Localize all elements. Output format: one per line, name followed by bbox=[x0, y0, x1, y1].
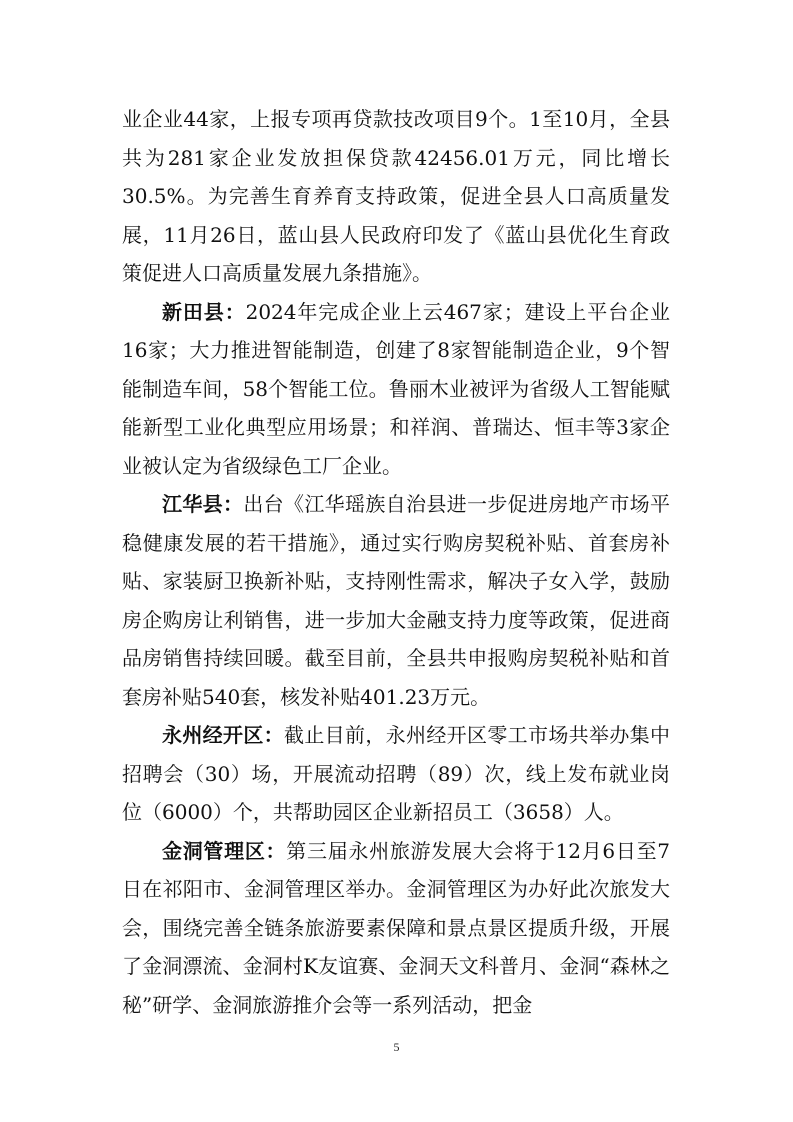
paragraph-text: 截止目前，永州经开区零工市场共举办集中招聘会（30）场，开展流动招聘（89）次，线上发布就业岗位（6000）个，共帮助园区企业新招员工（3658）人。 bbox=[122, 723, 670, 824]
paragraph-jindong bbox=[122, 832, 670, 1025]
paragraph-text: 出台《江华瑶族自治县进一步促进房地产市场平稳健康发展的若干措施》，通过实行购房契税补贴、首套房补贴、家装厨卫换新补贴，支持刚性需求，解决子女入学，鼓励房企购房让利销售，进一步加大金融支持力度等政策，促进商品房销售持续回暖。截至目前，全县共申报购房契税补贴和首套房补贴540套，核发补贴401.23万元。 bbox=[122, 492, 671, 709]
paragraph-lead: 永州经开区： bbox=[162, 723, 284, 747]
paragraph-lead: 金洞管理区： bbox=[162, 838, 287, 863]
paragraph-text: 第三届永州旅游发展大会将于12月6日至7日在祁阳市、金洞管理区举办。金洞管理区为办好此次旅发大会，围绕完善全链条旅游要素保障和景点景区提质升级，开展了金洞漂流、金洞村K友谊赛、金洞天文科普月、金洞“森林之秘”研学、金洞旅游推介会等一系列活动，把金 bbox=[122, 838, 670, 1017]
body-text bbox=[122, 100, 670, 1024]
paragraph-yongzhou-development-zone bbox=[122, 716, 670, 832]
paragraph-lead: 江华县： bbox=[162, 492, 244, 516]
paragraph-text: 业企业44家，上报专项再贷款技改项目9个。1至10月，全县共为281家企业发放担保贷款42456.01万元，同比增长30.5%。为完善生育养育支持政策，促进全县人口高质量发展，11月26日，蓝山县人民政府印发了《蓝山县优化生育政策促进人口高质量发展九条措施》。 bbox=[122, 107, 670, 285]
paragraph-continued bbox=[122, 100, 670, 293]
paragraph-lead: 新田县： bbox=[162, 299, 246, 324]
paragraph-jianghua bbox=[122, 485, 670, 716]
page-number: 5 bbox=[393, 1040, 400, 1054]
paragraph-xintian bbox=[122, 293, 670, 486]
paragraph-text: 2024年完成企业上云467家；建设上平台企业16家；大力推进智能制造，创建了8家智能制造企业，9个智能制造车间，58个智能工位。鲁丽木业被评为省级人工智能赋能新型工业化典型应用场景；和祥润、普瑞达、恒丰等3家企业被认定为省级绿色工厂企业。 bbox=[122, 299, 670, 478]
